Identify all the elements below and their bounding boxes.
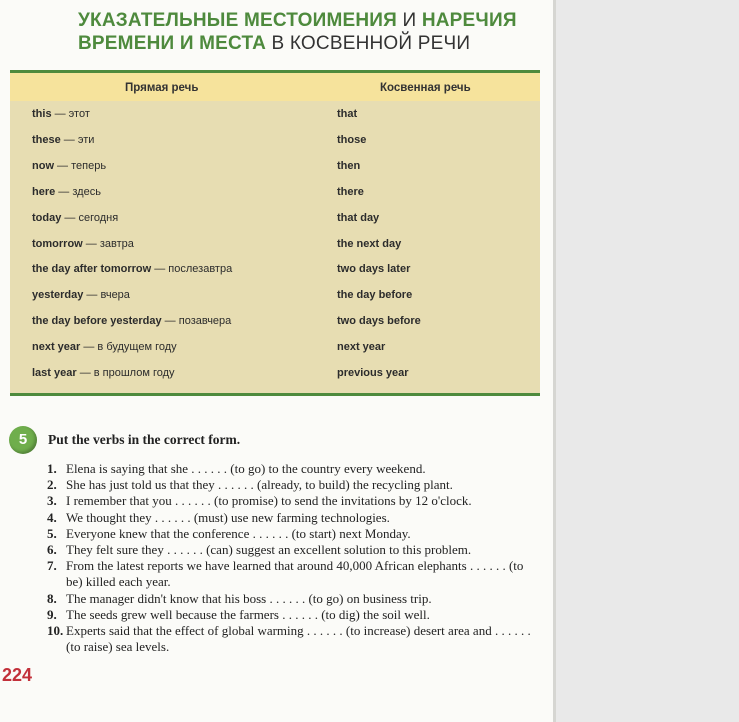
- table-row: [10, 310, 540, 336]
- indirect-speech-cell: then: [337, 159, 361, 172]
- title-part: ВРЕМЕНИ И МЕСТА: [78, 33, 267, 54]
- item-number: 7.: [47, 558, 57, 574]
- translation: — здесь: [55, 185, 101, 198]
- indirect-speech-cell: two days before: [337, 315, 421, 328]
- translation: — этот: [51, 108, 90, 120]
- item-text: The manager didn't know that his boss . . . . . . (to go) on business trip.: [66, 590, 432, 606]
- item-number: 3.: [47, 493, 57, 509]
- item-text: We thought they . . . . . . (must) use new farming technologies.: [66, 509, 390, 525]
- direct-word: the day before yesterday: [32, 315, 162, 328]
- header-indirect-speech: Косвенная речь: [380, 82, 471, 94]
- title-part: НАРЕЧИЯ: [421, 10, 517, 31]
- direct-word: these: [32, 133, 61, 146]
- indirect-speech-cell: that day: [337, 211, 380, 224]
- table-row: [10, 336, 540, 362]
- direct-speech-cell: [32, 160, 106, 172]
- exercise-instruction: Put the verbs in the correct form.: [48, 432, 241, 447]
- exercise-item: [47, 591, 537, 607]
- direct-speech-cell: [32, 263, 232, 275]
- reported-speech-table: [10, 70, 540, 396]
- direct-word: tomorrow: [32, 237, 83, 250]
- table-row: [10, 362, 540, 388]
- item-text: Everyone knew that the conference . . . . . . (to start) next Monday.: [66, 525, 411, 541]
- translation: — позавчера: [161, 315, 232, 328]
- indirect-speech-cell: the next day: [337, 237, 402, 250]
- item-number: 6.: [47, 542, 57, 558]
- exercise-item: [47, 493, 537, 509]
- item-number: 9.: [47, 606, 57, 622]
- exercise-number-badge: 5: [9, 426, 37, 454]
- item-number: 5.: [47, 525, 57, 541]
- title-part: В КОСВЕННОЙ РЕЧИ: [266, 33, 471, 54]
- item-text: I remember that you . . . . . . (to promise) to send the invitations by 12 o'clock.: [66, 493, 472, 509]
- item-number: 8.: [47, 590, 57, 606]
- direct-word: yesterday: [32, 289, 84, 302]
- item-text: She has just told us that they . . . . . . (already, to build) the recycling plant.: [66, 477, 453, 493]
- exercise-item: [47, 477, 537, 493]
- direct-word: this: [32, 108, 52, 120]
- direct-word: today: [32, 211, 62, 224]
- table-row: [10, 181, 540, 207]
- exercise-item: [47, 623, 537, 655]
- translation: — завтра: [82, 237, 134, 250]
- item-number: 4.: [47, 509, 57, 525]
- direct-speech-cell: [32, 367, 175, 379]
- table-row: [10, 233, 540, 259]
- item-text: They felt sure they . . . . . . (can) suggest an excellent solution to this problem.: [66, 542, 472, 558]
- indirect-speech-cell: next year: [337, 341, 386, 354]
- direct-speech-cell: [32, 238, 134, 250]
- title-part: И: [397, 10, 422, 31]
- table-row: [10, 258, 540, 284]
- item-number: 2.: [47, 477, 57, 493]
- translation: — сегодня: [61, 211, 119, 224]
- translation: — в будущем году: [80, 341, 177, 354]
- exercise-item: [47, 526, 537, 542]
- direct-word: here: [32, 185, 56, 198]
- indirect-speech-cell: two days later: [337, 263, 411, 276]
- direct-speech-cell: [32, 212, 118, 224]
- exercise-item: [47, 542, 537, 558]
- title-line-1: [78, 9, 548, 32]
- direct-word: last year: [32, 367, 77, 379]
- translation: — послезавтра: [151, 263, 233, 276]
- item-number: 10.: [47, 623, 64, 639]
- item-text: From the latest reports we have learned that around 40,000 African elephants . . . . . . (to be) killed each year.: [66, 558, 524, 590]
- translation: — вчера: [83, 289, 130, 302]
- indirect-speech-cell: there: [337, 185, 364, 198]
- exercise-item: [47, 607, 537, 623]
- item-number: 1.: [47, 461, 57, 476]
- title-line-2: [78, 32, 548, 55]
- direct-word: now: [32, 159, 54, 172]
- direct-speech-cell: [32, 134, 94, 146]
- page-number: 224: [2, 665, 33, 685]
- translation: — эти: [60, 133, 95, 146]
- table-row: [10, 103, 540, 129]
- indirect-speech-cell: that: [337, 108, 358, 120]
- direct-speech-cell: [32, 315, 231, 327]
- translation: — теперь: [54, 159, 107, 172]
- exercise-item: [47, 510, 537, 526]
- item-text: Experts said that the effect of global warming . . . . . . (to increase) desert area and . . . . . . (to raise) sea levels.: [66, 623, 531, 655]
- section-title: [78, 9, 548, 55]
- header-direct-speech: Прямая речь: [125, 82, 199, 94]
- direct-speech-cell: [32, 341, 177, 353]
- indirect-speech-cell: the day before: [337, 289, 413, 302]
- title-part: УКАЗАТЕЛЬНЫЕ МЕСТОИМЕНИЯ: [78, 10, 398, 31]
- exercise-items: [47, 461, 537, 655]
- table-row: [10, 207, 540, 233]
- direct-word: next year: [32, 341, 81, 354]
- item-text: The seeds grew well because the farmers . . . . . . (to dig) the soil well.: [66, 606, 430, 622]
- table-header: [10, 73, 540, 101]
- direct-speech-cell: [32, 108, 90, 120]
- table-row: [10, 155, 540, 181]
- direct-speech-cell: [32, 186, 101, 198]
- table-row: [10, 284, 540, 310]
- item-text: Elena is saying that she . . . . . . (to go) to the country every weekend.: [66, 461, 426, 476]
- exercise-item: [47, 461, 537, 477]
- translation: — в прошлом году: [76, 367, 175, 379]
- indirect-speech-cell: those: [337, 133, 367, 146]
- exercise-item: [47, 558, 537, 590]
- table-row: [10, 129, 540, 155]
- direct-speech-cell: [32, 289, 130, 301]
- direct-word: the day after tomorrow: [32, 263, 152, 276]
- indirect-speech-cell: previous year: [337, 367, 409, 379]
